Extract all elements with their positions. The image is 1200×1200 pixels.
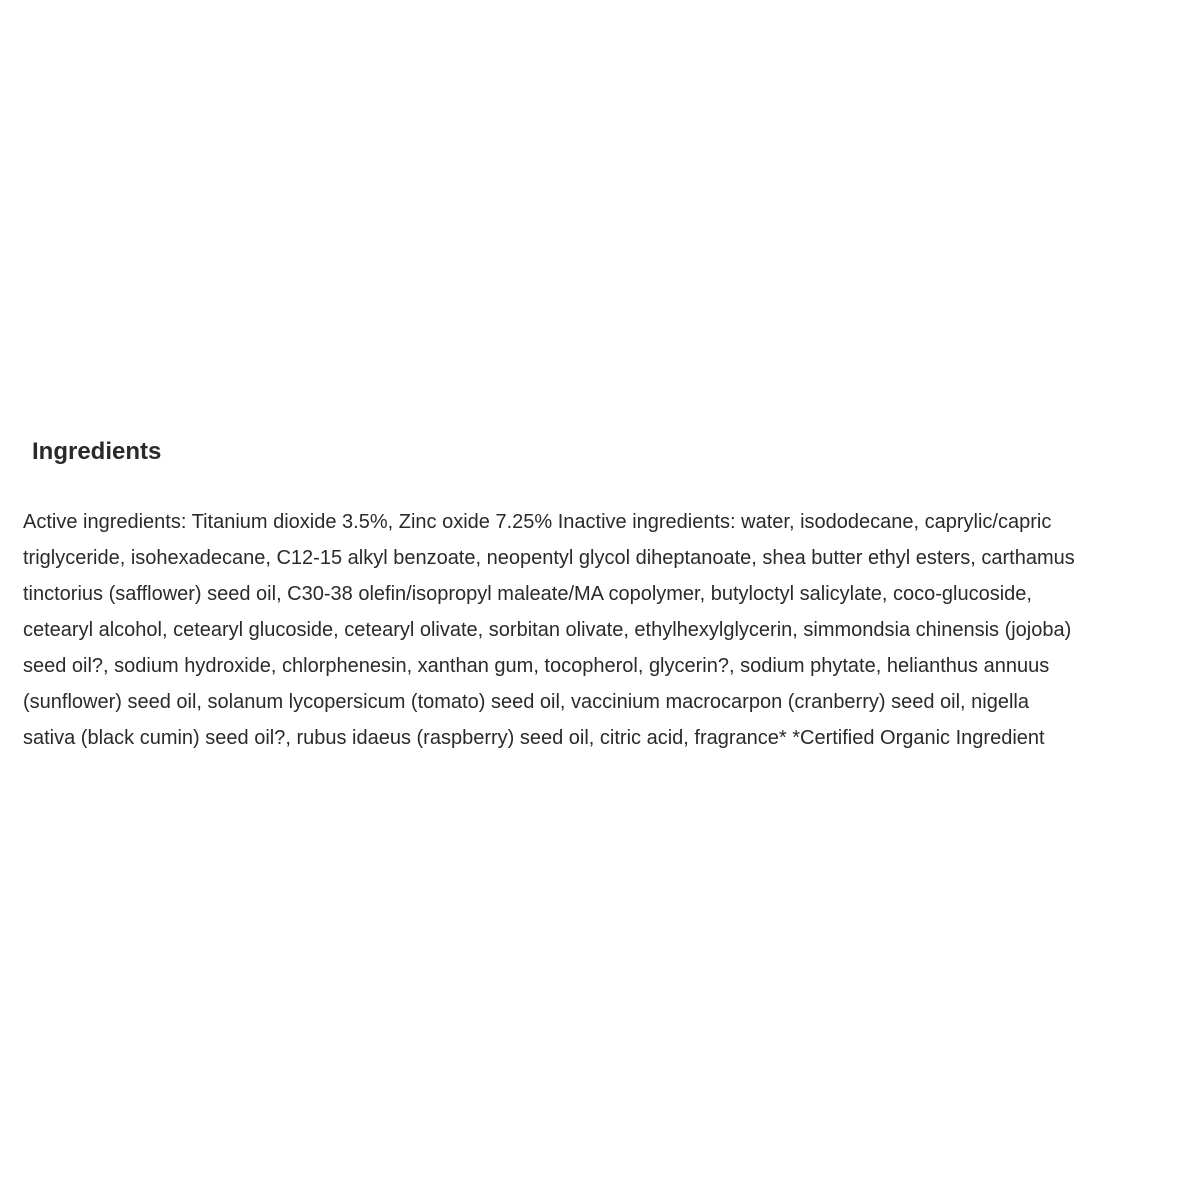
ingredients-line: Active ingredients: Titanium dioxide 3.5%, Zinc oxide 7.25% Inactive ingredients: water, isododecane, caprylic/capric <box>23 511 1052 533</box>
ingredients-line: tinctorius (safflower) seed oil, C30-38 olefin/isopropyl maleate/MA copolymer, butyloctyl salicylate, coco-glucoside, <box>23 583 1032 605</box>
ingredients-list <box>23 504 1193 756</box>
ingredients-heading: Ingredients <box>32 438 162 465</box>
ingredients-line: (sunflower) seed oil, solanum lycopersicum (tomato) seed oil, vaccinium macrocarpon (cranberry) seed oil, nigella <box>23 691 1029 713</box>
ingredients-line: triglyceride, isohexadecane, C12-15 alkyl benzoate, neopentyl glycol diheptanoate, shea butter ethyl esters, carthamus <box>23 547 1075 569</box>
ingredients-line: cetearyl alcohol, cetearyl glucoside, cetearyl olivate, sorbitan olivate, ethylhexylglycerin, simmondsia chinensis (jojoba) <box>23 619 1072 641</box>
ingredients-line: sativa (black cumin) seed oil?, rubus idaeus (raspberry) seed oil, citric acid, fragrance* *Certified Organic Ingredient <box>23 727 1045 749</box>
ingredients-line: seed oil?, sodium hydroxide, chlorphenesin, xanthan gum, tocopherol, glycerin?, sodium phytate, helianthus annuus <box>23 655 1050 677</box>
